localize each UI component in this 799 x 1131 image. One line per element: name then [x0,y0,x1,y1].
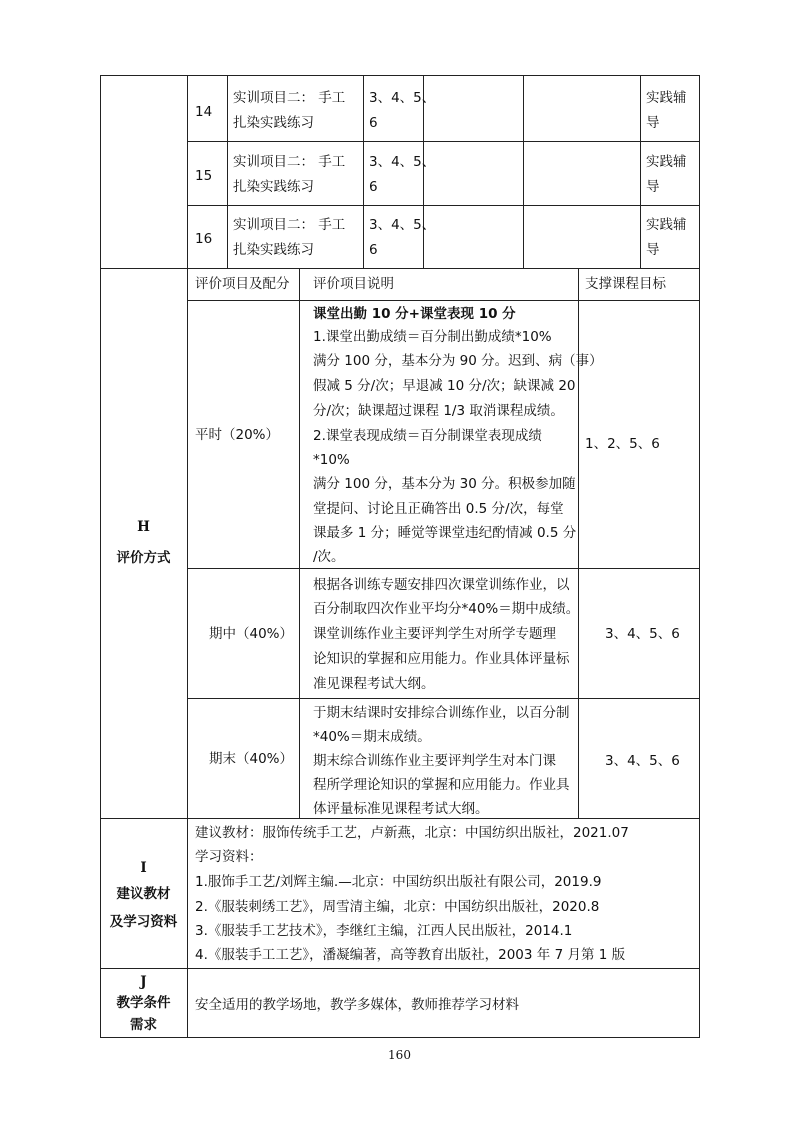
row-divider [100,968,699,969]
desc-line: 满分 100 分，基本分为 30 分。积极参加随 [313,476,576,492]
desc-line: 2.课堂表现成绩＝百分制课堂表现成绩 [313,428,542,444]
section-letter-h: H [137,519,150,535]
target-final: 3、4、5、6 [605,753,680,769]
desc-line: 论知识的掌握和应用能力。作业具体评量标 [313,651,570,667]
material-line: 建议教材：服饰传统手工艺，卢新燕，北京：中国纺织出版社，2021.07 [195,825,629,841]
project-line-1: 实训项目二： 手工 [233,217,346,233]
desc-line: 于期末结课时安排综合训练作业，以百分制 [313,705,570,721]
project-line-2: 扎染实践练习 [233,242,314,258]
desc-line: 根据各训练专题安排四次课堂训练作业，以 [313,577,570,593]
desc-title-regular: 课堂出勤 10 分+课堂表现 10 分 [313,306,516,322]
project-line-2: 扎染实践练习 [233,115,314,131]
col-divider [363,75,364,268]
header-target: 支撑课程目标 [585,276,666,292]
col-divider [187,75,188,818]
desc-line: 准见课程考试大纲。 [313,676,435,692]
desc-line: 期末综合训练作业主要评判学生对本门课 [313,753,556,769]
section-title-conditions-2: 需求 [130,1017,157,1033]
col-divider [299,268,300,818]
desc-line: *40%＝期末成绩。 [313,729,431,745]
section-letter-i: I [140,860,147,876]
section-title-materials-2: 及学习资料 [109,914,178,930]
material-line: 学习资料： [195,849,263,865]
section-title-conditions-1: 教学条件 [116,995,171,1011]
table-border-bottom [100,1037,699,1038]
row-divider [187,568,699,569]
table-border-top [100,75,699,76]
desc-line: 体评量标准见课程考试大纲。 [313,801,489,817]
method-line-1: 实践辅 [646,154,687,170]
project-line-1: 实训项目二： 手工 [233,154,346,170]
material-line: 1.服饰手工艺/刘辉主编.—北京：中国纺织出版社有限公司，2019.9 [195,874,602,890]
target-regular: 1、2、5、6 [585,436,660,452]
week-number: 15 [195,168,213,184]
material-line: 4.《服装手工工艺》，潘凝编著，高等教育出版社，2003 年 7 月第 1 版 [195,947,626,963]
row-divider [187,205,699,206]
method-line-2: 导 [646,242,660,258]
desc-line: *10% [313,452,350,468]
col-divider [640,75,641,268]
section-title-materials-1: 建议教材 [116,886,171,902]
row-divider [187,300,699,301]
desc-line: 程所学理论知识的掌握和应用能力。作业具 [313,777,570,793]
objectives-line-1: 3、4、5、 [369,217,436,233]
method-line-1: 实践辅 [646,90,687,106]
header-description: 评价项目说明 [313,276,394,292]
section-title-evaluation: 评价方式 [116,550,171,566]
target-midterm: 3、4、5、6 [605,626,680,642]
desc-line: /次。 [313,549,345,565]
col-divider [187,818,188,1038]
item-name-midterm: 期中（40%） [209,626,294,642]
project-line-1: 实训项目二： 手工 [233,90,346,106]
objectives-line-1: 3、4、5、 [369,90,436,106]
objectives-line-2: 6 [369,115,378,131]
week-number: 16 [195,231,213,247]
section-letter-j: J [140,974,147,990]
objectives-line-2: 6 [369,242,378,258]
col-divider [523,75,524,268]
desc-line: 课堂训练作业主要评判学生对所学专题理 [313,626,556,642]
desc-line: 堂提问、讨论且正确答出 0.5 分/次，每堂 [313,501,564,517]
desc-line: 课最多 1 分；睡觉等课堂违纪酌情减 0.5 分 [313,525,577,541]
objectives-line-1: 3、4、5、 [369,154,436,170]
row-divider [187,141,699,142]
desc-line: 分/次；缺课超过课程 1/3 取消课程成绩。 [313,403,564,419]
project-line-2: 扎染实践练习 [233,179,314,195]
row-divider [100,268,699,269]
item-name-final: 期末（40%） [209,751,294,767]
method-line-2: 导 [646,115,660,131]
desc-line: 1.课堂出勤成绩＝百分制出勤成绩*10% [313,329,552,345]
desc-line: 假减 5 分/次；早退减 10 分/次；缺课减 20 [313,378,576,394]
conditions-text: 安全适用的教学场地，教学多媒体，教师推荐学习材料 [195,997,519,1013]
item-name-regular: 平时（20%） [195,427,280,443]
method-line-1: 实践辅 [646,217,687,233]
page-number: 160 [388,1048,411,1062]
week-number: 14 [195,104,213,120]
objectives-line-2: 6 [369,179,378,195]
table-border-right [699,75,700,1038]
material-line: 3.《服装手工艺技术》，李继红主编，江西人民出版社，2014.1 [195,923,573,939]
material-line: 2.《服装刺绣工艺》，周雪清主编，北京：中国纺织出版社，2020.8 [195,899,600,915]
col-divider [227,75,228,268]
desc-line: 百分制取四次作业平均分*40%＝期中成绩。 [313,601,580,617]
desc-line: 满分 100 分，基本分为 90 分。迟到、病（事） [313,353,603,369]
header-item: 评价项目及配分 [195,276,290,292]
row-divider [187,698,699,699]
method-line-2: 导 [646,179,660,195]
